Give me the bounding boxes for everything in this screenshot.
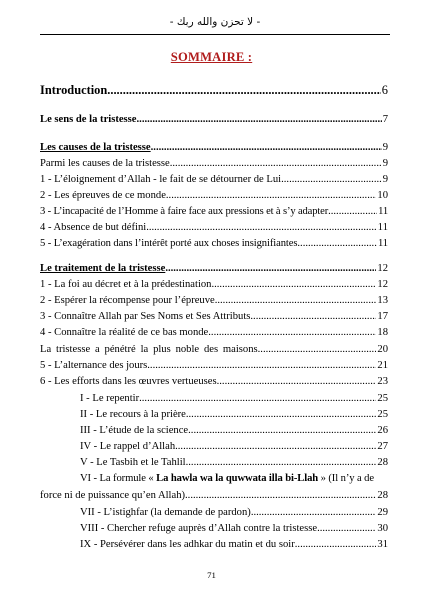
toc-subentry[interactable] [40,538,388,552]
dot-leader [188,424,376,438]
toc-subentry[interactable] [40,522,388,536]
toc-page-number: 27 [377,441,388,452]
dot-leader [137,113,382,127]
toc-entry-label: IX - Persévérer dans les adhkar du matin et du soir [80,539,295,550]
page-title: SOMMAIRE : [170,50,253,64]
dot-leader [147,359,376,373]
toc-page-number: 13 [377,295,388,306]
running-header: - لا تحزن والله ربك - [169,16,261,28]
dot-leader [258,343,377,357]
toc-entry[interactable] [40,157,388,171]
toc-page-number: 26 [377,425,388,436]
dot-leader [139,392,376,406]
toc-page-number: 12 [377,279,388,290]
toc-entry-label: Le sens de la tristesse [40,114,137,125]
toc-entry[interactable] [40,237,388,251]
toc-subentry[interactable] [40,440,388,454]
dot-leader [175,440,376,454]
dot-leader [250,310,376,324]
dot-leader [217,375,377,389]
toc-page-number: 31 [377,539,388,550]
toc-entry-label: 3 - Connaître Allah par Ses Noms et Ses Attributs [40,311,251,322]
toc-section-causes[interactable] [40,141,388,155]
toc-page-number: 11 [378,206,388,217]
dot-leader [165,262,376,276]
toc-page-number: 6 [381,83,388,97]
dot-leader [185,489,376,503]
dot-leader [170,157,382,171]
toc-entry-label: 1 - L’éloignement d’Allah - le fait de se détourner de Lui [40,174,282,185]
toc-page-number: 21 [377,360,388,371]
toc-page-number: 23 [377,376,388,387]
toc-page-number: 11 [377,222,388,233]
toc-page-number: 11 [377,238,388,249]
dot-leader [151,141,382,155]
dot-leader [107,82,381,98]
toc-subentry[interactable] [40,506,388,520]
toc-entry-label: 1 - La foi au décret et à la prédestination [40,279,212,290]
toc-page-number: 28 [377,490,388,501]
toc-subentry-vi-line2[interactable] [40,489,388,503]
toc-entry[interactable] [40,278,388,292]
toc-entry[interactable] [40,221,388,235]
toc-entry[interactable] [40,294,388,308]
dot-leader [186,408,377,422]
dot-leader [215,294,377,308]
toc-entry-label: 4 - Connaître la réalité de ce bas monde [40,327,209,338]
toc-subentry-vi-line1[interactable] [40,472,388,486]
toc-page-number: 9 [382,142,388,153]
dot-leader [297,237,377,251]
toc-entry-label: V - Le Tasbih et le Tahlil [80,457,186,468]
toc-section-label: Le traitement de la tristesse [40,263,166,274]
toc-entry-label: Introduction [40,83,108,97]
toc-subentry[interactable] [40,456,388,470]
toc-entry-introduction[interactable] [40,82,388,98]
toc-entry-label-prefix: VI - La formule « [80,473,157,484]
toc-entry-label-bold: La hawla wa la quwwata illa bi-Llah [156,473,319,484]
header-rule [40,34,390,35]
toc-page-number: 28 [377,457,388,468]
toc-entry-label: I - Le repentir [80,393,140,404]
toc-section-label: Les causes de la tristesse [40,142,151,153]
dot-leader [146,221,377,235]
toc-entry[interactable] [40,189,388,203]
toc-entry-label: 2 - Les épreuves de ce monde [40,190,166,201]
toc-subentry[interactable] [40,392,388,406]
toc-entry-sens[interactable] [40,113,388,127]
toc-entry-label: 3 - L’incapacité de l’Homme à faire face aux pressions et à s’y adapter [40,206,329,217]
dot-leader [317,522,376,536]
toc-page-number: 29 [377,507,388,518]
toc-entry-label: VIII - Chercher refuge auprès d’Allah contre la tristesse [80,523,318,534]
toc-entry-label: La tristesse a pénétré la plus noble des maisons [40,344,258,355]
toc-entry[interactable] [40,173,388,187]
toc-page-number: 12 [377,263,388,274]
toc-page-number: 9 [382,174,388,185]
toc-page-number: 18 [377,327,388,338]
toc-entry-label-suffix: » (Il n’y a de [318,473,374,484]
dot-leader [328,205,377,219]
toc-page-number: 17 [377,311,388,322]
toc-entry-label: 5 - L’exagération dans l’intérêt porté aux choses insignifiantes [40,238,298,249]
page-number: 71 [207,570,216,580]
dot-leader [251,506,377,520]
toc-entry-label: III - L’étude de la science [80,425,189,436]
dot-leader [295,538,377,552]
toc-entry-label: 5 - L’alternance des jours [40,360,148,371]
toc-entry-label: VII - L’istighfar (la demande de pardon) [80,507,251,518]
dot-leader [166,189,377,203]
toc-page-number: 25 [377,409,388,420]
toc-entry-label: IV - Le rappel d’Allah [80,441,176,452]
dot-leader [208,326,376,340]
toc-entry-label: 4 - Absence de but défini [40,222,147,233]
dot-leader [281,173,382,187]
toc-entry-label: Parmi les causes de la tristesse [40,158,170,169]
toc-page-number: 9 [382,158,388,169]
toc-page-number: 20 [377,344,388,355]
toc-entry-label: 2 - Espérer la récompense pour l’épreuve [40,295,215,306]
toc-entry[interactable] [40,310,388,324]
toc-subentry[interactable] [40,424,388,438]
toc-page-number: 30 [377,523,388,534]
toc-entry[interactable] [40,359,388,373]
dot-leader [186,456,377,470]
toc-page-number: 7 [382,114,388,125]
toc-entry-label: 6 - Les efforts dans les œuvres vertueuses [40,376,217,387]
toc-entry[interactable] [40,205,388,219]
toc-entry[interactable] [40,343,388,357]
toc-subentry[interactable] [40,408,388,422]
toc-entry-label: II - Le recours à la prière [80,409,186,420]
toc-page-number: 25 [377,393,388,404]
toc-section-traitement[interactable] [40,262,388,276]
toc-entry[interactable] [40,326,388,340]
toc-page-number: 10 [377,190,388,201]
toc-entry-label: force ni de puissance qu’en Allah) [40,490,186,501]
dot-leader [211,278,376,292]
toc-entry[interactable] [40,375,388,389]
